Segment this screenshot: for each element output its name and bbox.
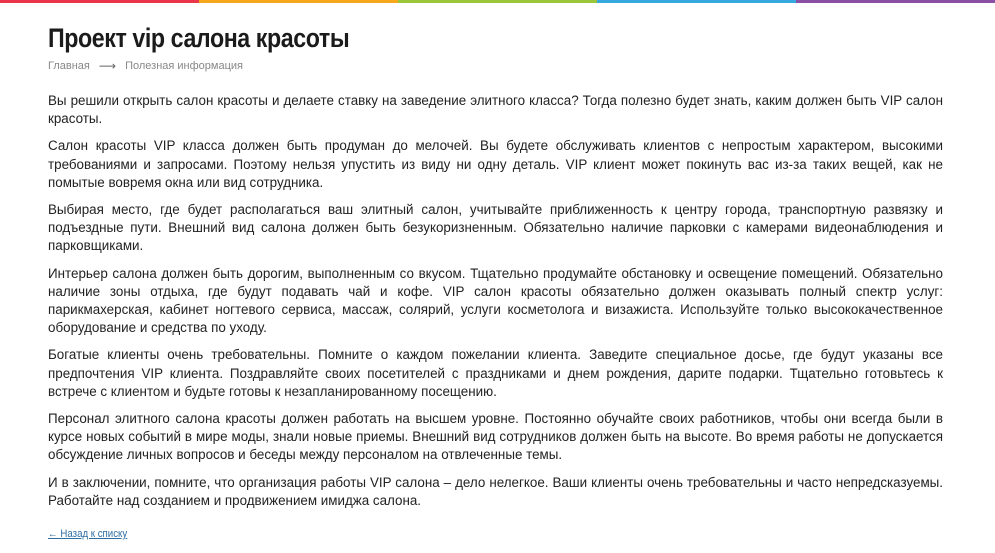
stripe-segment <box>199 0 398 3</box>
article-paragraph: И в заключении, помните, что организация работы VIP салона – дело нелегкое. Ваши клиенты очень требовательны и часто непредсказуемы. Работайте над созданием и продвижением имиджа салона. <box>48 474 943 508</box>
breadcrumb <box>48 59 943 73</box>
article-paragraph: Салон красоты VIP класса должен быть продуман до мелочей. Вы будете обслуживать клиентов с непростым характером, высокими требованиями и запросами. Поэтому нельзя упустить из виду ни одну деталь. VIP клиент может покинуть вас из-за таких вещей, как не помытые вовремя окна или вид сотрудника. <box>48 138 943 190</box>
article-paragraph: Выбирая место, где будет располагаться ваш элитный салон, учитывайте приближенность к центру города, транспортную развязку и подъездные пути. Внешний вид салона должен быть безукоризненным. Обязательно наличие парковки с камерами видеонаблюдения и парковщиками. <box>48 202 943 254</box>
breadcrumb-home-link[interactable]: Главная <box>48 60 90 72</box>
stripe-segment <box>796 0 995 3</box>
page-title: Проект vip салона красоты <box>48 23 350 53</box>
article-paragraph: Интерьер салона должен быть дорогим, выполненным со вкусом. Тщательно продумайте обстановку и освещение помещений. Обязательно наличие зоны отдыха, где будут подавать чай и кофе. VIP салон красоты обязательно должен оказывать полный спектр услуг: парикмахерская, кабинет ногтевого сервиса, массаж, солярий, услуги косметолога и визажиста. Используйте только высококачественное оборудование и средства по уходу. <box>48 265 943 336</box>
breadcrumb-current-link[interactable]: Полезная информация <box>125 60 243 72</box>
stripe-segment <box>398 0 597 3</box>
article-paragraph: Вы решили открыть салон красоты и делаете ставку на заведение элитного класса? Тогда полезно будет знать, каким должен быть VIP салон красоты. <box>48 93 943 127</box>
top-color-stripe <box>0 0 995 3</box>
back-to-list-link[interactable]: ← Назад к списку <box>48 528 128 540</box>
breadcrumb-arrow-icon: ⟶ <box>98 59 117 73</box>
stripe-segment <box>0 0 199 3</box>
stripe-segment <box>597 0 796 3</box>
article-paragraph: Богатые клиенты очень требовательны. Помните о каждом пожелании клиента. Заведите специальное досье, где будут указаны все предпочтения VIP клиента. Поздравляйте своих посетителей с праздниками и днем рождения, дарите подарки. Тщательно готовьтесь к встрече с клиентом и будьте готовы к незапланированному посещению. <box>48 347 943 399</box>
main-content <box>48 22 943 519</box>
article-paragraph: Персонал элитного салона красоты должен работать на высшем уровне. Постоянно обучайте своих работников, чтобы они всегда были в курсе новых событий в мире моды, знали новые приемы. Внешний вид сотрудников должен быть на высоте. Во время работы не допускается обсуждение личных вопросов и беседы между персоналом на отвлеченные темы. <box>48 411 943 463</box>
article-body <box>48 92 943 510</box>
